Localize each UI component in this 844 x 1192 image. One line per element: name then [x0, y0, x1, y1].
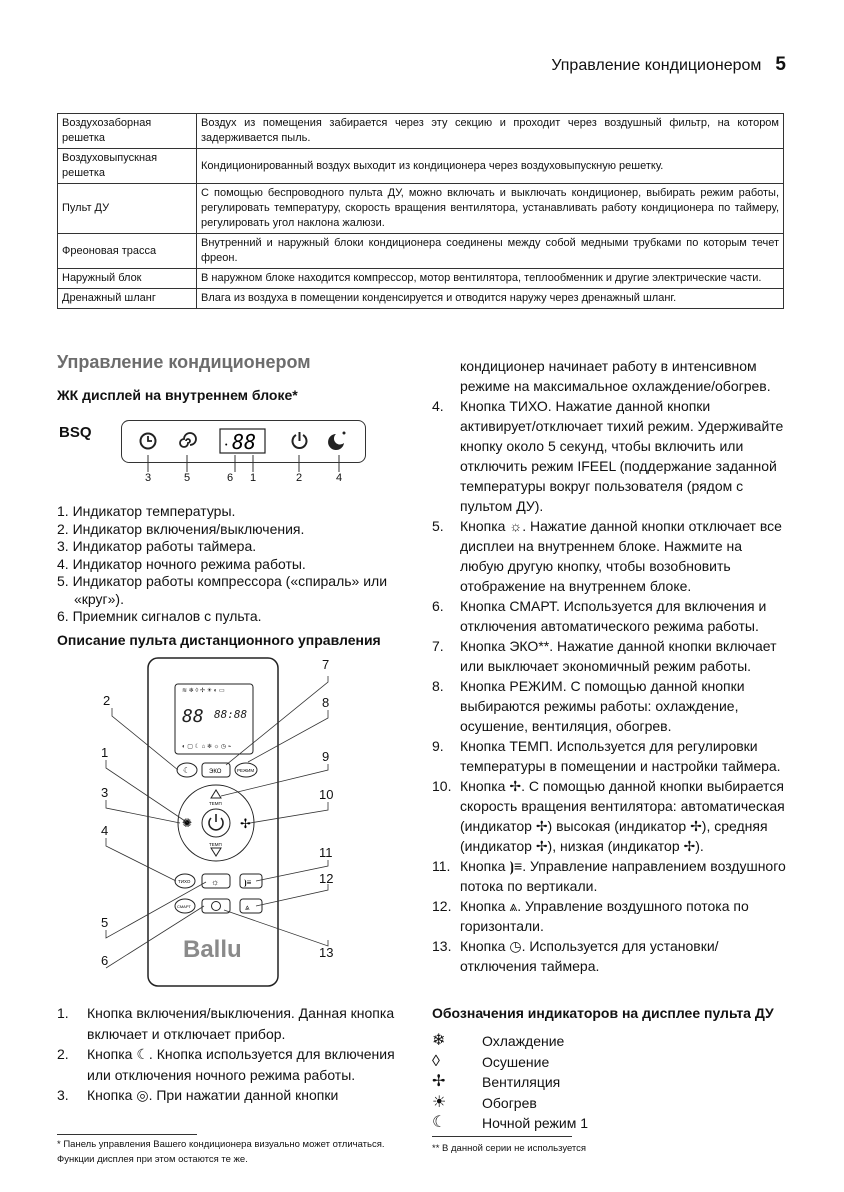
- panel-label: 2: [296, 472, 303, 484]
- part-desc: Воздух из помещения забирается через эту секцию и проходит через воздушный фильтр, на котором задерживается пыль.: [197, 114, 784, 149]
- fan-icon: ✢: [432, 1073, 446, 1090]
- list-item: 3. Индикатор работы таймера.: [57, 538, 257, 554]
- display-mode-icons: ≋ ❄ ◊ ✢ ☀ ◐ ▭: [182, 688, 225, 694]
- night-mode-icon: [328, 432, 345, 450]
- callout-7: 7: [322, 657, 330, 672]
- callout-4: 4: [101, 823, 109, 838]
- list-item: 6. Кнопка СМАРТ. Используется для включения и отключения автоматического режима работы.: [432, 598, 767, 634]
- dry-icon: ◊: [432, 1052, 440, 1070]
- legend-item: ☀ Обогрев: [432, 1093, 588, 1114]
- callout-11: 11: [319, 845, 333, 860]
- power-button[interactable]: [202, 809, 230, 837]
- list-item: 9. Кнопка ТЕМП. Используется для регулировки температуры в помещении и настройки таймера.: [432, 738, 781, 774]
- legend-item: ☾ Ночной режим 1: [432, 1113, 588, 1134]
- list-item: 7. Кнопка ЭКО**. Нажатие данной кнопки включает или выключает экономичный режим работы.: [432, 638, 777, 674]
- callout-8: 8: [322, 695, 330, 710]
- table-row: [58, 149, 784, 184]
- temp-digits: 88: [232, 430, 257, 454]
- part-desc: Внутренний и наружный блоки кондиционера соединены между собой медными трубками по которым течет фреон.: [197, 234, 784, 269]
- part-name: Воздуховыпускная решетка: [58, 149, 197, 184]
- display-status-icons: ◐ ▢ ☾ ⌂ ❄ ☼ ◷ ⌁: [182, 744, 232, 750]
- part-desc: В наружном блоке находится компрессор, мотор вентилятора, теплообменник и другие электрические части.: [197, 269, 784, 289]
- callout-10: 10: [319, 787, 334, 802]
- display-off-icon: ☼: [211, 877, 220, 887]
- panel-label: 3: [145, 472, 152, 484]
- display-temp: 88: [182, 706, 204, 727]
- list-item: 2. Кнопка ☾. Кнопка используется для включения или отключения ночного режима работы.: [57, 1046, 395, 1083]
- part-name: Пульт ДУ: [58, 184, 197, 234]
- list-item: 1. Индикатор температуры.: [57, 503, 236, 519]
- parts-table: [57, 113, 784, 309]
- table-row: [58, 114, 784, 149]
- panel-label: 1: [250, 472, 257, 484]
- smart-label: СМАРТ: [177, 904, 191, 909]
- list-item: 5. Индикатор работы компрессора («спираль» или «круг»).: [57, 573, 388, 607]
- temp-up-icon[interactable]: [211, 790, 221, 798]
- part-desc: Влага из воздуха в помещении конденсируется и отводится наружу через дренажный шланг.: [197, 289, 784, 309]
- power-icon: [293, 432, 307, 448]
- timer-icon: [141, 434, 156, 449]
- horizontal-swing-button[interactable]: [240, 899, 262, 913]
- callout-2: 2: [103, 693, 111, 708]
- list-item: 12. Кнопка ⩓. Управление воздушного потока по горизонтали.: [432, 898, 749, 934]
- panel-indicators-list: [57, 503, 397, 626]
- header-title: Управление кондиционером: [551, 57, 762, 74]
- list-item: 2. Индикатор включения/выключения.: [57, 520, 305, 537]
- legend-item: ◊ Осушение: [432, 1052, 588, 1073]
- right-button-list: [432, 396, 786, 976]
- footnote-left: * Панель управления Вашего кондиционера визуально может отличаться. Функции дисплея при этом остаются те же.: [57, 1139, 385, 1165]
- lcd-title: ЖК дисплей на внутреннем блоке*: [57, 387, 298, 403]
- panel-model: BSQ: [59, 424, 92, 441]
- receiver-dot: •: [225, 442, 228, 449]
- indicator-legend: [432, 1031, 588, 1134]
- callout-12: 12: [319, 871, 334, 886]
- eco-label: ЭКО: [209, 769, 222, 775]
- part-desc: С помощью беспроводного пульта ДУ, можно включать и выключать кондиционер, выбирать режим работы, регулировать температуру, скорость вращения вентилятора, устанавливать работу кондиционера по таймеру, регулировать угол наклона жалюзи.: [197, 184, 784, 234]
- list-item: 5. Кнопка ☼. Нажатие данной кнопки отключает все дисплеи на внутреннем блоке. Нажмите на любую другую кнопку, чтобы возобновить отображение на внутреннем блоке.: [432, 518, 782, 594]
- night-mode-icon: ☾: [432, 1114, 447, 1131]
- night-icon: ☾: [183, 766, 191, 775]
- temp-down-label: ТЕМП: [209, 842, 222, 847]
- page-header: [551, 54, 786, 76]
- panel-label: 5: [184, 472, 191, 484]
- quiet-label: ТИХО: [178, 879, 191, 884]
- list-item: 3. Кнопка ◎. При нажатии данной кнопки: [57, 1087, 339, 1103]
- remote-diagram: [90, 652, 350, 992]
- part-name: Фреоновая трасса: [58, 234, 197, 269]
- legend-title: Обозначения индикаторов на дисплее пульта ДУ: [432, 1005, 774, 1021]
- part-name: Наружный блок: [58, 269, 197, 289]
- legend-item: ✢ Вентиляция: [432, 1072, 588, 1093]
- list-item: 13. Кнопка ◷. Используется для установки/отключения таймера.: [432, 938, 719, 974]
- timer-icon: [212, 902, 221, 911]
- part-name: Воздухозаборная решетка: [58, 114, 197, 149]
- footnote-rule: [57, 1134, 197, 1135]
- left-button-list: [57, 1003, 407, 1106]
- footnote-rule: [432, 1136, 572, 1137]
- part-name: Дренажный шланг: [58, 289, 197, 309]
- table-row: [58, 234, 784, 269]
- display-time: 88:88: [214, 708, 248, 721]
- legend-item: ❄ Охлаждение: [432, 1031, 588, 1052]
- list-item: 10. Кнопка ✢. С помощью данной кнопки выбирается скорость вращения вентилятора: автоматическая (индикатор ✢) высокая (индикатор ✢), средняя (индикатор ✢), низкая (индикатор ✢).: [432, 778, 785, 854]
- callout-9: 9: [322, 749, 330, 764]
- table-row: [58, 184, 784, 234]
- table-row: [58, 269, 784, 289]
- horizontal-swing-icon: ⩓: [245, 903, 250, 912]
- panel-leader-lines: [140, 455, 350, 473]
- list-item: 4. Индикатор ночного режима работы.: [57, 555, 306, 572]
- list-item: 11. Кнопка ⦘≡. Управление направлением воздушного потока по вертикали.: [432, 858, 786, 894]
- callout-1: 1: [101, 745, 109, 760]
- table-row: [58, 289, 784, 309]
- list-item: 6. Приемник сигналов с пульта.: [57, 608, 262, 624]
- callout-5: 5: [101, 915, 109, 930]
- page-number: 5: [775, 54, 786, 75]
- footnote-right: ** В данной серии не используется: [432, 1143, 587, 1154]
- panel-label: 6: [227, 472, 234, 484]
- spiral-icon: [180, 433, 196, 447]
- cooling-icon: ❄: [432, 1032, 446, 1049]
- part-desc: Кондиционированный воздух выходит из кондиционера через воздуховыпускную решетку.: [197, 149, 784, 184]
- fan-speed-icon[interactable]: ✢: [240, 816, 251, 831]
- section-title: Управление кондиционером: [57, 352, 311, 372]
- list-item: 4. Кнопка ТИХО. Нажатие данной кнопки активирует/отключает тихий режим. Удерживайте кнопку около 5 секунд, чтобы включить или отключить режим IFEEL (поддержание заданной температуры вокруг пользователя (рядом с пультом ДУ).: [432, 398, 784, 514]
- remote-title: Описание пульта дистанционного управления: [57, 632, 381, 648]
- right-intro: кондиционер начинает работу в интенсивном режиме на максимальное охлаждение/обогрев.: [460, 358, 771, 394]
- temp-down-icon[interactable]: [211, 848, 221, 856]
- brand-logo: Ballu: [183, 936, 242, 963]
- callout-13: 13: [319, 945, 334, 960]
- heat-icon: ☀: [432, 1093, 447, 1111]
- panel-label: 4: [336, 472, 343, 484]
- callout-6: 6: [101, 953, 109, 968]
- callout-3: 3: [101, 785, 109, 800]
- vertical-swing-icon: ⦘≡: [244, 878, 252, 887]
- turbo-icon[interactable]: ✺: [182, 816, 193, 830]
- list-item: 8. Кнопка РЕЖИМ. С помощью данной кнопки выбираются режимы работы: охлаждение, осушение, вентиляция, обогрев.: [432, 678, 745, 734]
- temp-up-label: ТЕМП: [209, 801, 222, 806]
- list-item: 1. Кнопка включения/выключения. Данная кнопка включает и отключает прибор.: [57, 1005, 395, 1042]
- mode-label: РЕЖИМ: [237, 768, 255, 773]
